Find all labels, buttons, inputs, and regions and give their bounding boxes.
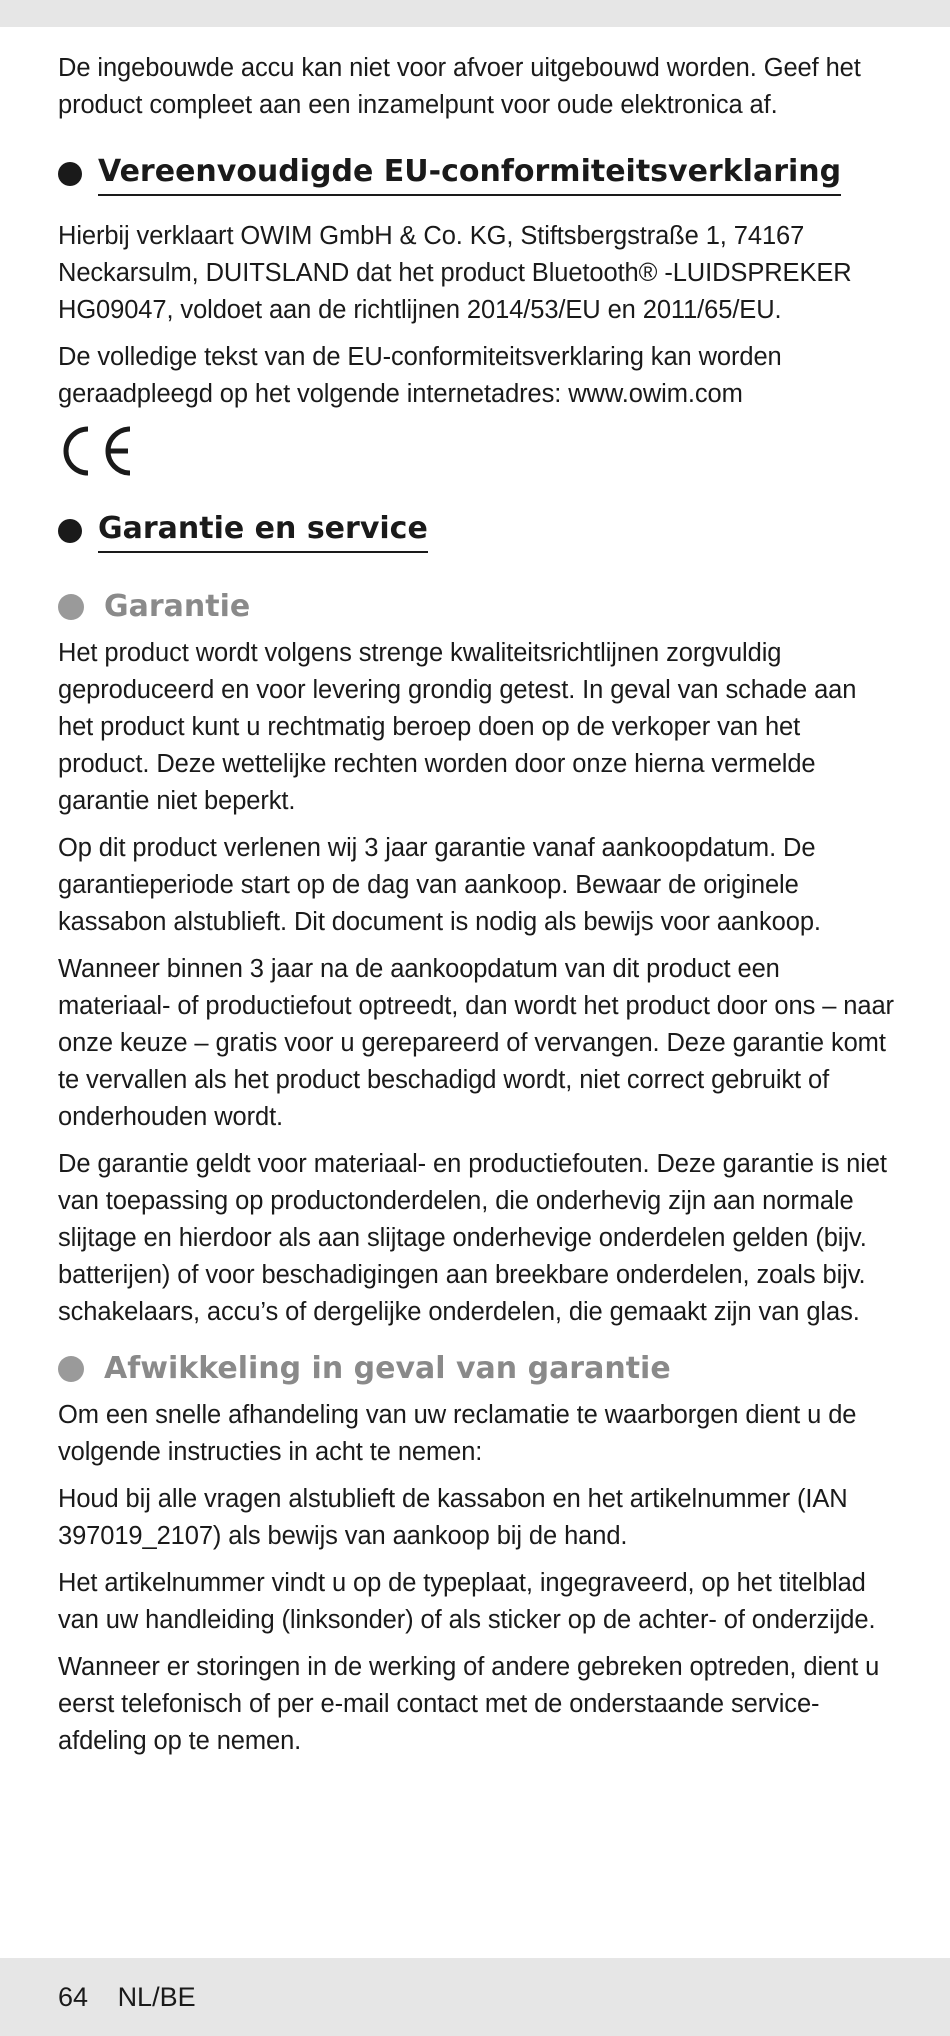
top-bar	[0, 0, 950, 27]
eu-paragraph-2: De volledige tekst van de EU-conformiteitsverklaring kan worden geraadpleegd op het volgende internetadres: www.owim.com	[58, 343, 782, 408]
heading-eu-conformity	[58, 152, 898, 196]
bullet-icon	[58, 594, 84, 620]
eu-paragraph-1: Hierbij verklaart OWIM GmbH & Co. KG, Stiftsbergstraße 1, 74167 Neckarsulm, DUITSLAND dat het product Bluetooth® -LUIDSPREKER HG09047, voldoet aan de richtlijnen 2014/53/EU en 2011/65/EU.	[58, 222, 852, 324]
heading-afwikkeling-text: Afwikkeling in geval van garantie	[104, 1351, 671, 1386]
ce-mark-icon	[58, 423, 138, 479]
afwikkeling-paragraph-3: Het artikelnummer vindt u op de typeplaat, ingegraveerd, op het titelblad van uw handleiding (linksonder) of als sticker op de achter- of onderzijde.	[58, 1569, 876, 1634]
page-number-value: 64	[58, 1982, 89, 2012]
language-code: NL/BE	[117, 1982, 196, 2012]
page-number	[58, 1980, 196, 2014]
heading-garantie-text: Garantie	[104, 589, 251, 624]
garantie-paragraph-1: Het product wordt volgens strenge kwaliteitsrichtlijnen zorgvuldig geproduceerd en voor levering grondig getest. In geval van schade aan het product kunt u rechtmatig beroep doen op de verkoper van het product. Deze wettelijke rechten worden door onze hierna vermelde garantie niet beperkt.	[58, 639, 857, 815]
garantie-paragraph-2: Op dit product verlenen wij 3 jaar garantie vanaf aankoopdatum. De garantieperiode start op de dag van aankoop. Bewaar de originele kassabon alstublieft. Dit document is nodig als bewijs voor aankoop.	[58, 834, 821, 936]
garantie-paragraph-4: De garantie geldt voor materiaal- en productiefouten. Deze garantie is niet van toepassing op productonderdelen, die onderhevig zijn aan normale slijtage en hierdoor als aan slijtage onderhevige onderdelen gelden (bijv. batterijen) of voor beschadigingen aan breekbare onderdelen, zoals bijv. schakelaars, accu’s of dergelijke onderdelen, die gemaakt zijn van glas.	[58, 1150, 887, 1326]
garantie-paragraph-3: Wanneer binnen 3 jaar na de aankoopdatum van dit product een materiaal- of productiefout optreedt, dan wordt het product door ons – naar onze keuze – gratis voor u gerepareerd of vervangen. Deze garantie komt te vervallen als het product beschadigd wordt, niet correct gebruikt of onderhouden wordt.	[58, 955, 894, 1131]
afwikkeling-paragraph-2: Houd bij alle vragen alstublieft de kassabon en het artikelnummer (IAN 397019_2107) als bewijs van aankoop bij de hand.	[58, 1485, 848, 1550]
bullet-icon	[58, 519, 82, 543]
afwikkeling-paragraph-4: Wanneer er storingen in de werking of andere gebreken optreden, dient u eerst telefonisch of per e-mail contact met de onderstaande service-afdeling op te nemen.	[58, 1653, 880, 1755]
heading-eu-conformity-text: Vereenvoudigde EU-conformiteitsverklaring	[98, 152, 841, 196]
afwikkeling-paragraph-1: Om een snelle afhandeling van uw reclamatie te waarborgen dient u de volgende instructies in acht te nemen:	[58, 1401, 857, 1466]
heading-garantie	[58, 587, 898, 627]
bullet-icon	[58, 1356, 84, 1382]
heading-garantie-service	[58, 509, 898, 553]
heading-afwikkeling	[58, 1349, 898, 1389]
heading-garantie-service-text: Garantie en service	[98, 509, 428, 553]
bullet-icon	[58, 162, 82, 186]
intro-paragraph: De ingebouwde accu kan niet voor afvoer uitgebouwd worden. Geef het product compleet aan een inzamelpunt voor oude elektronica af.	[58, 54, 861, 119]
page-content	[58, 50, 898, 1770]
footer-bar	[0, 1958, 950, 2036]
